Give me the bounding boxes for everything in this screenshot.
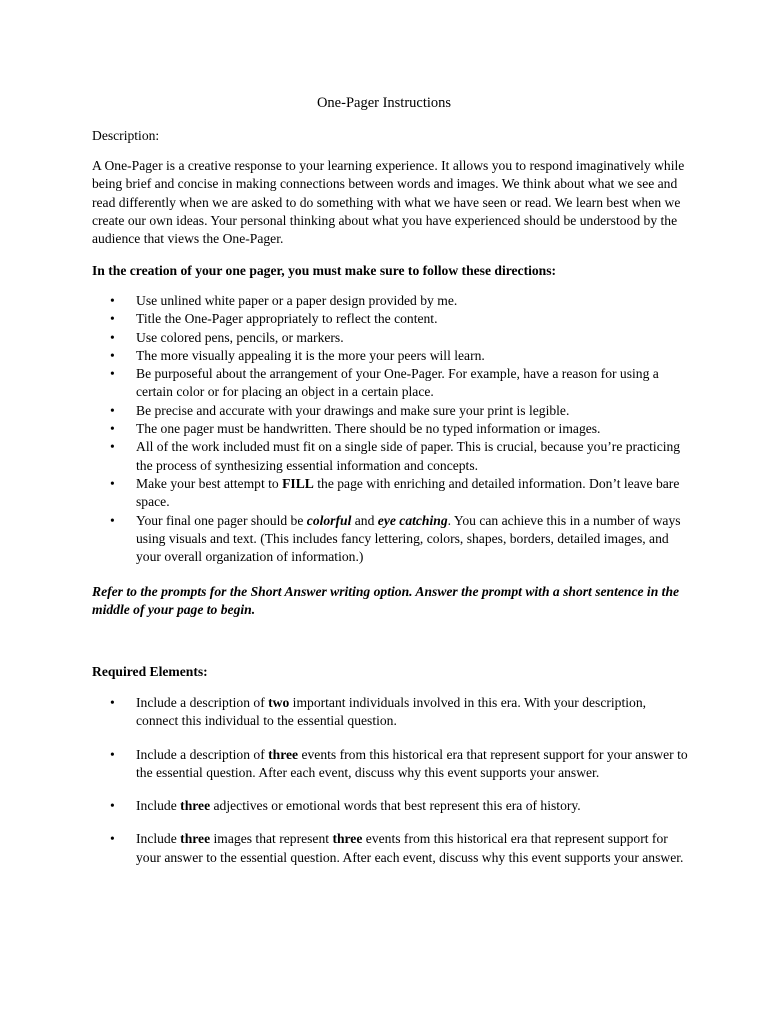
list-item-text: Include three images that represent three events from this historical era that represent support for your answer to the essential question. After each event, discuss why this event supports your answer. [136,831,684,865]
bullet-icon: • [110,311,115,327]
list-item [110,329,690,347]
directions-heading: In the creation of your one pager, you must make sure to follow these directions: [92,263,557,278]
bullet-icon: • [110,293,115,308]
bullet-icon: • [110,366,115,382]
list-item-text: Be precise and accurate with your drawings and make sure your print is legible. [136,402,570,418]
bullet-icon: • [110,347,115,363]
list-item [110,292,690,310]
list-item [110,438,690,475]
list-item [110,475,690,512]
bullet-icon: • [110,329,115,345]
list-item [110,830,690,867]
list-item [110,310,690,328]
page-title: One-Pager Instructions [316,95,452,111]
directions-list [110,292,690,566]
bullet-icon: • [110,695,115,710]
list-item-text: Use colored pens, pencils, or markers. [136,329,344,345]
emphasis-eye-catching: eye catching [377,512,448,528]
list-item-text: Make your best attempt to FILL the page with enriching and detailed information. Don’t leave bare space. [136,475,680,510]
list-item-text: All of the work included must fit on a single side of paper. This is crucial, because you’re practicing the process of synthesizing essential information and concepts. [136,439,681,473]
list-item [110,365,690,402]
refer-note: Refer to the prompts for the Short Answer writing option. Answer the prompt with a short sentence in the middle of your page to begin. [92,584,680,618]
list-item-text: Include a description of three events from this historical era that represent support for your answer to the essential question. After each event, discuss why this event supports your answer. [136,746,688,780]
list-item-text: Use unlined white paper or a paper design provided by me. [136,293,458,308]
list-item-text: The one pager must be handwritten. There should be no typed information or images. [136,421,601,437]
required-heading: Required Elements: [92,664,208,679]
required-list [110,694,690,882]
bullet-icon: • [110,512,115,528]
bullet-icon: • [110,421,115,437]
list-item-text: The more visually appealing it is the more your peers will learn. [136,347,485,363]
list-item [110,694,690,731]
list-item-text: Include three adjectives or emotional words that best represent this era of history. [136,798,581,814]
bullet-icon: • [110,746,115,762]
description-label: Description: [92,128,160,143]
bullet-icon: • [110,798,115,814]
list-item [110,797,690,815]
emphasis-fill: FILL [282,475,314,491]
bullet-icon: • [110,475,115,491]
description-paragraph: A One-Pager is a creative response to your learning experience. It allows you to respond imaginatively while being brief and concise in making connections between words and images. We think about what we see and read differently when we are asked to do something with what we have seen or read. We learn best when we create our own ideas. Your personal thinking about what you have experienced should be understood by the audience that views the One-Pager. [92,158,685,247]
list-item [110,512,690,567]
list-item-text: Your final one pager should be colorful and eye catching. You can achieve this in a number of ways using visuals and text. (This includes fancy lettering, colors, shapes, borders, detailed images, and your overall organization of information.) [136,512,681,565]
list-item-text: Title the One-Pager appropriately to reflect the content. [136,311,438,327]
bullet-icon: • [110,402,115,418]
list-item [110,347,690,365]
bullet-icon: • [110,831,115,847]
list-item-text: Include a description of two important individuals involved in this era. With your description, connect this individual to the essential question. [136,695,647,729]
list-item-text: Be purposeful about the arrangement of your One-Pager. For example, have a reason for using a certain color or for placing an object in a certain place. [136,366,659,400]
list-item [110,402,690,420]
emphasis-colorful: colorful [306,512,352,528]
list-item [110,746,690,783]
list-item [110,420,690,438]
bullet-icon: • [110,439,115,455]
